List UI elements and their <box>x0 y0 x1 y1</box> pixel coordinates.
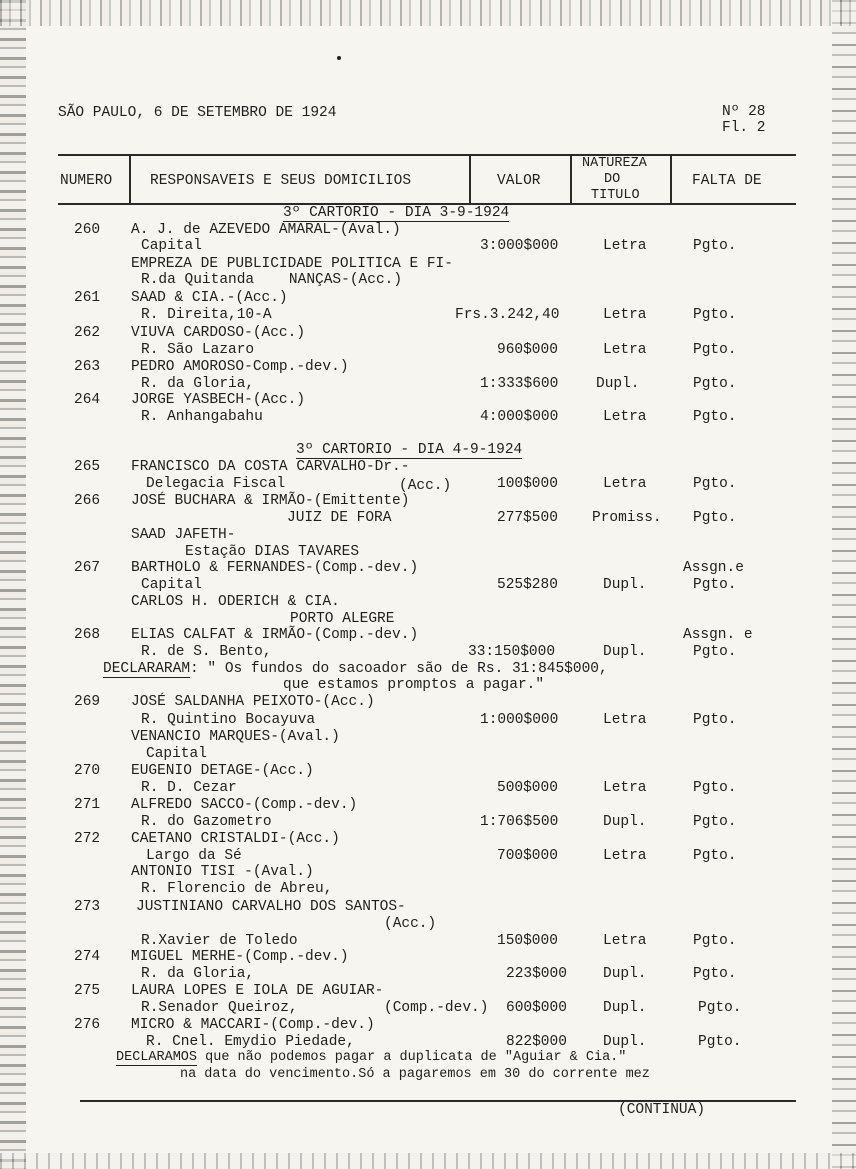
col-header-valor: VALOR <box>497 173 541 189</box>
folio-number: Fl. 2 <box>722 120 766 136</box>
section-heading: 3º CARTORIO - DIA 3-9-1924 <box>283 205 510 221</box>
col-divider <box>570 154 572 203</box>
entry-address: R. Anhangabahu <box>141 409 263 425</box>
entry-fault: Pgto. <box>693 712 737 728</box>
entry-address: Capital <box>146 746 207 762</box>
document-number: Nº 28 <box>722 104 766 120</box>
entry-fault: Pgto. <box>693 933 737 949</box>
entry-responsible: JOSÉ BUCHARA & IRMÃO-(Emittente) <box>131 493 410 509</box>
entry-value: 1:000$000 <box>480 712 559 728</box>
entry-address: Estação DIAS TAVARES <box>185 544 360 560</box>
entry-fault: Pgto. <box>693 342 737 358</box>
entry-nature: Letra <box>603 933 647 949</box>
entry-responsible: ANTONIO TISI -(Aval.) <box>131 864 314 880</box>
entry-fault: Pgto. <box>698 1000 742 1016</box>
entry-value: 525$280 <box>497 577 558 593</box>
entry-number: 273 <box>74 899 101 915</box>
col-header-responsaveis: RESPONSAVEIS E SEUS DOMICILIOS <box>150 173 412 189</box>
declaration-label: DECLARAMOS <box>116 1050 198 1065</box>
entry-value: 150$000 <box>497 933 558 949</box>
entry-value: 500$000 <box>497 780 558 796</box>
entry-number: 268 <box>74 627 101 643</box>
entry-responsible: EUGENIO DETAGE-(Acc.) <box>131 763 314 779</box>
declaration-label: DECLARARAM <box>103 661 191 677</box>
entry-responsible: A. J. de AZEVEDO AMARAL-(Aval.) <box>131 222 401 238</box>
entry-nature: Letra <box>603 780 647 796</box>
entry-fault: Pgto. <box>693 409 737 425</box>
entry-address: R. Quintino Bocayuva <box>141 712 316 728</box>
entry-nature: Dupl. <box>603 1034 647 1050</box>
entry-value: 100$000 <box>497 476 558 492</box>
entry-acceptance: (Comp.-dev.) <box>384 1000 489 1016</box>
entry-fault: Pgto. <box>693 307 737 323</box>
declaration <box>116 1050 626 1066</box>
col-header-natureza: NATUREZA <box>582 156 647 171</box>
entry-value: 600$000 <box>506 1000 567 1016</box>
entry-responsible: LAURA LOPES E IOLA DE AGUIAR- <box>131 983 384 999</box>
col-divider <box>129 154 131 203</box>
entry-value: 4:000$000 <box>480 409 559 425</box>
entry-acceptance: (Acc.) <box>384 916 437 932</box>
scan-edge-top <box>0 0 856 26</box>
entry-number: 271 <box>74 797 101 813</box>
entry-number: 260 <box>74 222 101 238</box>
col-header-falta: FALTA DE <box>692 173 762 189</box>
entry-address: Largo da Sé <box>146 848 242 864</box>
entry-fault: Pgto. <box>698 1034 742 1050</box>
entry-address: Capital <box>141 577 202 593</box>
entry-value: 1:333$600 <box>480 376 559 392</box>
entry-nature: Letra <box>603 476 647 492</box>
entry-responsible: VENANCIO MARQUES-(Aval.) <box>131 729 340 745</box>
entry-number: 272 <box>74 831 101 847</box>
entry-responsible: MIGUEL MERHE-(Comp.-dev.) <box>131 949 349 965</box>
entry-responsible: SAAD & CIA.-(Acc.) <box>131 290 288 306</box>
entry-fault: Pgto. <box>693 577 737 593</box>
declaration-text: que estamos promptos a pagar." <box>283 677 545 693</box>
entry-nature: Letra <box>603 342 647 358</box>
entry-acceptance: (Acc.) <box>399 478 452 494</box>
col-divider <box>670 154 672 203</box>
entry-value: 822$000 <box>506 1034 567 1050</box>
entry-value: 1:706$500 <box>480 814 559 830</box>
entry-address: R.Senador Queiroz, <box>141 1000 298 1016</box>
entry-fault: Pgto. <box>693 510 737 526</box>
entry-number: 261 <box>74 290 101 306</box>
entry-fault: Assgn.e <box>683 560 744 576</box>
entry-value: 277$500 <box>497 510 558 526</box>
entry-value: 223$000 <box>506 966 567 982</box>
entry-responsible: JUSTINIANO CARVALHO DOS SANTOS- <box>136 899 406 915</box>
entry-nature: Letra <box>603 409 647 425</box>
entry-value: 33:150$000 <box>468 644 556 660</box>
entry-number: 265 <box>74 459 101 475</box>
entry-fault: Pgto. <box>693 376 737 392</box>
entry-fault: Pgto. <box>693 814 737 830</box>
entry-responsible: JOSÉ SALDANHA PEIXOTO-(Acc.) <box>131 694 375 710</box>
entry-responsible: EMPREZA DE PUBLICIDADE POLITICA E FI- <box>131 256 453 272</box>
entry-value: 960$000 <box>497 342 558 358</box>
declaration <box>103 661 608 677</box>
scan-edge-bottom <box>0 1153 856 1169</box>
entry-responsible: MICRO & MACCARI-(Comp.-dev.) <box>131 1017 375 1033</box>
entry-responsible: JORGE YASBECH-(Acc.) <box>131 392 306 408</box>
entry-responsible: ELIAS CALFAT & IRMÃO-(Comp.-dev.) <box>131 627 419 643</box>
declaration-text: na data do vencimento.Só a pagaremos em 30 do corrente mez <box>180 1067 650 1082</box>
entry-responsible: VIUVA CARDOSO-(Acc.) <box>131 325 306 341</box>
entry-number: 262 <box>74 325 101 341</box>
entry-address: R. do Gazometro <box>141 814 272 830</box>
entry-fault: Assgn. e <box>683 627 753 643</box>
entry-number: 267 <box>74 560 101 576</box>
entry-nature: Letra <box>603 307 647 323</box>
entry-fault: Pgto. <box>693 848 737 864</box>
entry-fault: Pgto. <box>693 476 737 492</box>
entry-fault: Pgto. <box>693 238 737 254</box>
entry-address: Capital <box>141 238 202 254</box>
entry-fault: Pgto. <box>693 966 737 982</box>
col-header-titulo: TITULO <box>591 188 640 203</box>
entry-address: R.Xavier de Toledo <box>141 933 298 949</box>
entry-nature: Promiss. <box>592 510 662 526</box>
entry-nature: Dupl. <box>603 577 647 593</box>
entry-address: JUIZ DE FORA <box>287 510 392 526</box>
entry-responsible: SAAD JAFETH- <box>131 527 236 543</box>
entry-address: PORTO ALEGRE <box>290 611 395 627</box>
entry-responsible: BARTHOLO & FERNANDES-(Comp.-dev.) <box>131 560 419 576</box>
entry-nature: Dupl. <box>603 1000 647 1016</box>
entry-address: R. da Gloria, <box>141 966 255 982</box>
col-divider <box>469 154 471 203</box>
scan-edge-right <box>832 0 856 1169</box>
entry-number: 270 <box>74 763 101 779</box>
entry-nature: Dupl. <box>603 644 647 660</box>
entry-responsible: PEDRO AMOROSO-Comp.-dev.) <box>131 359 349 375</box>
entry-number: 266 <box>74 493 101 509</box>
entry-address: R. Cnel. Emydio Piedade, <box>146 1034 355 1050</box>
continued-note: (CONTINUA) <box>618 1102 706 1118</box>
entry-number: 264 <box>74 392 101 408</box>
col-header-do: DO <box>604 172 621 187</box>
place-date: SÃO PAULO, 6 DE SETEMBRO DE 1924 <box>58 105 337 121</box>
entry-number: 276 <box>74 1017 101 1033</box>
entry-responsible: CARLOS H. ODERICH & CIA. <box>131 594 340 610</box>
entry-address: R. da Gloria, <box>141 376 255 392</box>
entry-number: 274 <box>74 949 101 965</box>
entry-nature: Letra <box>603 238 647 254</box>
entry-address: Delegacia Fiscal <box>146 476 286 492</box>
section-heading: 3º CARTORIO - DIA 4-9-1924 <box>296 442 523 458</box>
entry-nature: Dupl. <box>603 966 647 982</box>
entry-address: R. D. Cezar <box>141 780 237 796</box>
entry-responsible: ALFREDO SACCO-(Comp.-dev.) <box>131 797 358 813</box>
entry-nature: Dupl. <box>603 814 647 830</box>
entry-address: R. de S. Bento, <box>141 644 272 660</box>
punch-mark <box>337 56 341 60</box>
entry-nature: Letra <box>603 848 647 864</box>
entry-nature: Dupl. <box>596 376 640 392</box>
scan-edge-left <box>0 0 26 1169</box>
entry-fault: Pgto. <box>693 644 737 660</box>
entry-value: 700$000 <box>497 848 558 864</box>
entry-value: 3:000$000 <box>480 238 559 254</box>
entry-responsible: FRANCISCO DA COSTA CARVALHO-Dr.- <box>131 459 410 475</box>
declaration-text: : " Os fundos do sacoador são de Rs. 31:845$000, <box>190 661 608 677</box>
entry-nature: Letra <box>603 712 647 728</box>
declaration-text: que não podemos pagar a duplicata de "Aguiar & Cia." <box>197 1050 627 1065</box>
col-header-numero: NUMERO <box>60 173 113 189</box>
entry-number: 269 <box>74 694 101 710</box>
header-top-rule <box>58 154 796 156</box>
entry-address: R. São Lazaro <box>141 342 255 358</box>
entry-address: R.da Quitanda NANÇAS-(Acc.) <box>141 272 403 288</box>
entry-responsible: CAETANO CRISTALDI-(Acc.) <box>131 831 340 847</box>
entry-address: R. Florencio de Abreu, <box>141 881 333 897</box>
entry-fault: Pgto. <box>693 780 737 796</box>
entry-address: R. Direita,10-A <box>141 307 272 323</box>
entry-number: 263 <box>74 359 101 375</box>
entry-value: Frs.3.242,40 <box>455 307 560 323</box>
entry-number: 275 <box>74 983 101 999</box>
